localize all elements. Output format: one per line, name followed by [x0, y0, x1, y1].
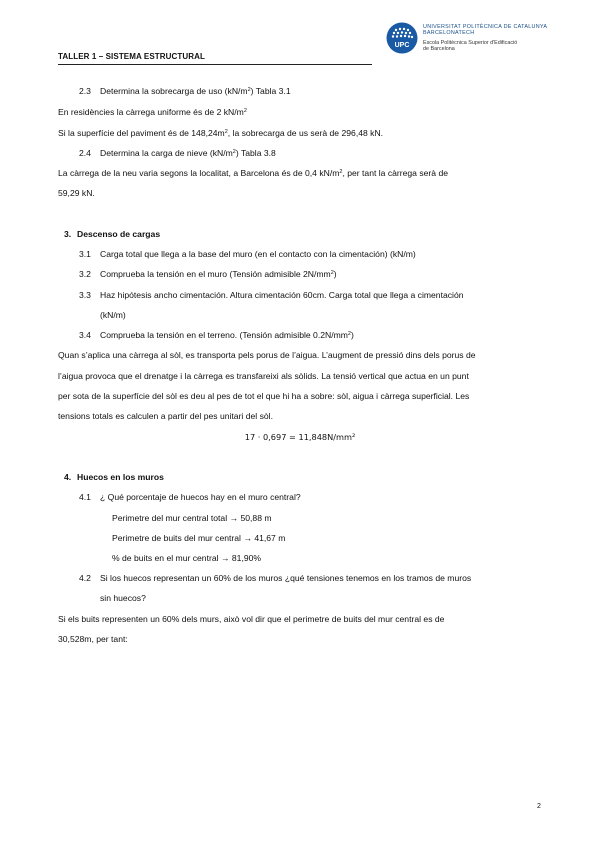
paragraph-sol-4: tensions totals es calculen a partir del pes unitari del sòl.	[58, 411, 273, 421]
paragraph-buits-1: Si els buits representen un 60% dels murs, això vol dir que el perimetre de buits del mur central es de	[58, 614, 445, 624]
item-4-2: 4.2 Si los huecos representan un 60% de los muros ¿qué tensiones tenemos en los tramos de muros	[79, 573, 472, 583]
item-4-2-cont: sin huecos?	[100, 593, 146, 603]
logo-city: BARCELONATECH	[423, 30, 475, 37]
result-percentatge-buits: % de buits en el mur central → 81,90%	[112, 553, 262, 563]
result-perimetre-total: Perimetre del mur central total → 50,88 m	[112, 513, 272, 523]
svg-text:UPC: UPC	[394, 42, 410, 49]
document-header-title: TALLER 1 – SISTEMA ESTRUCTURAL	[58, 52, 206, 61]
logo-university-name: UNIVERSITAT POLITÈCNICA DE CATALUNYA	[423, 24, 548, 30]
item-3-3-cont: (kN/m)	[100, 310, 126, 320]
paragraph-residencies: En residències la càrrega uniforme és de 2 $kN/m^2$	[58, 107, 247, 117]
equation: 17 · 0,697 = 11,848N/mm²	[244, 432, 356, 442]
section-4-heading: 4. Huecos en los muros	[64, 472, 164, 482]
paragraph-sol-1: Quan s’aplica una càrrega al sòl, es transporta pels porus de l’aigua. L’augment de pressió dins dels porus de	[58, 350, 476, 360]
item-4-1: 4.1 ¿ Qué porcentaje de huecos hay en el muro central?	[79, 492, 301, 502]
section-3-heading: 3. Descenso de cargas	[64, 229, 161, 239]
item-3-1: 3.1 Carga total que llega a la base del muro (en el contacto con la cimentación) (kN/m)	[79, 249, 416, 259]
paragraph-sol-2: l’aigua provoca que el drenatge i la càrrega es transfareixi als sòlids. La tensió vertical que actua en un punt	[58, 371, 469, 381]
item-2-3: 2.3 Determina la sobrecarga de uso $(kN/m^2)$ Tabla 3.1	[79, 86, 291, 96]
item-3-2: 3.2 Comprueba la tensión en el muro (Tensión admisible $2N/mm^2$)	[79, 269, 337, 279]
result-perimetre-buits: Perimetre de buits del mur central → 41,67 m	[112, 533, 286, 543]
paragraph-buits-2: 30,528m, per tant:	[58, 634, 128, 644]
upc-logo	[386, 22, 561, 62]
paragraph-superficie: Si la superfície del paviment és de $148,24m^2$, la sobrecarga de us serà de 296,48 kN.	[58, 128, 384, 138]
header-rule	[58, 64, 372, 65]
item-3-3: 3.3 Haz hipótesis ancho cimentación. Altura cimentación 60cm. Carga total que llega a cimentación	[79, 290, 464, 300]
logo-school-name-2: de Barcelona	[423, 45, 455, 52]
item-2-4: 2.4 Determina la carga de nieve $(kN/m^2)$ Tabla 3.8	[79, 148, 276, 158]
paragraph-sol-3: per sota de la superfície del sòl es deu al pes de tot el que hi ha a sobre: sòl, aigua i càrrega superficial. Les	[58, 391, 470, 401]
upc-logo-icon	[386, 22, 418, 54]
page-number: 2	[537, 803, 541, 810]
paragraph-neu: La càrrega de la neu varia segons la localitat, a Barcelona és de 0,4 $kN/m^2$, per tant la càrrega serà de	[58, 168, 449, 178]
item-3-4: 3.4 Comprueba la tensión en el terreno. (Tensión admisible $0.2N/mm^2$)	[79, 330, 354, 340]
paragraph-neu-cont: 59,29 kN.	[58, 188, 95, 198]
logo-school-name-1: Escola Politècnica Superior d'Edificació	[423, 39, 518, 46]
